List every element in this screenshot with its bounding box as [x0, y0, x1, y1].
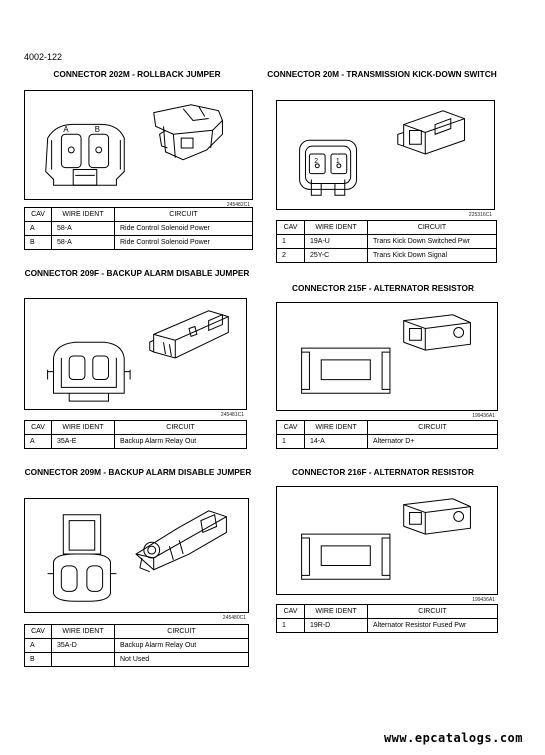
table-row	[277, 435, 498, 449]
cell-wire: 58-A	[52, 236, 115, 250]
connector-209f-title: CONNECTOR 209F - BACKUP ALARM DISABLE JUMPER	[24, 268, 250, 278]
cell-wire: 14-A	[305, 435, 368, 449]
table-header-row	[25, 421, 247, 435]
connector-215f-figure	[276, 302, 498, 419]
col-cav: CAV	[25, 625, 52, 639]
connector-202m-title: CONNECTOR 202M - ROLLBACK JUMPER	[53, 69, 221, 79]
connector-216f-title: CONNECTOR 216F - ALTERNATOR RESISTOR	[292, 467, 474, 477]
connector-202m-table	[24, 207, 253, 250]
connector-209m-table	[24, 624, 249, 667]
cell-circuit: Ride Control Solenoid Power	[115, 236, 253, 250]
cell-cav: B	[25, 236, 52, 250]
table-header-row	[277, 221, 497, 235]
pin-label-b: B	[94, 125, 101, 135]
col-wire-ident: WIRE IDENT	[305, 421, 368, 435]
connector-20m-table	[276, 220, 497, 263]
pin-label-1: 1	[335, 157, 340, 165]
connector-209m-figure	[24, 498, 249, 621]
col-cav: CAV	[277, 221, 305, 235]
figure-id-20m: 225316C1	[468, 212, 492, 218]
pin-label-2: 2	[314, 157, 319, 165]
cell-wire: 19A-U	[305, 235, 368, 249]
cell-wire: 25Y-C	[305, 249, 368, 263]
cell-wire	[52, 653, 115, 667]
connector-20m-figure	[276, 100, 495, 218]
cell-cav: 1	[277, 435, 305, 449]
col-wire-ident: WIRE IDENT	[305, 605, 368, 619]
cell-wire: 19R-D	[305, 619, 368, 633]
cell-circuit: Ride Control Solenoid Power	[115, 222, 253, 236]
table-row	[277, 235, 497, 249]
connector-215f-title: CONNECTOR 215F - ALTERNATOR RESISTOR	[292, 283, 474, 293]
col-wire-ident: WIRE IDENT	[52, 208, 115, 222]
cell-circuit: Backup Alarm Relay Out	[115, 639, 249, 653]
cell-cav: A	[25, 639, 52, 653]
col-circuit: CIRCUIT	[368, 605, 498, 619]
cell-cav: 1	[277, 235, 305, 249]
cell-circuit: Trans Kick Down Signal	[368, 249, 497, 263]
table-header-row	[277, 421, 498, 435]
cell-cav: A	[25, 222, 52, 236]
cell-cav: A	[25, 435, 52, 449]
cell-circuit: Alternator D+	[368, 435, 498, 449]
cell-cav: 2	[277, 249, 305, 263]
table-row	[25, 236, 253, 250]
col-circuit: CIRCUIT	[115, 421, 247, 435]
col-wire-ident: WIRE IDENT	[52, 625, 115, 639]
connector-20m-title: CONNECTOR 20M - TRANSMISSION KICK-DOWN SWITCH	[267, 69, 497, 79]
connector-215f-table	[276, 420, 498, 449]
connector-216f-table	[276, 604, 498, 633]
connector-202m-figure	[24, 90, 253, 208]
col-cav: CAV	[25, 208, 52, 222]
col-cav: CAV	[277, 605, 305, 619]
cell-circuit: Trans Kick Down Switched Pwr	[368, 235, 497, 249]
cell-cav: B	[25, 653, 52, 667]
figure-id-209f: 245481C1	[220, 412, 244, 418]
col-circuit: CIRCUIT	[115, 625, 249, 639]
cell-wire: 58-A	[52, 222, 115, 236]
cell-wire: 35A-D	[52, 639, 115, 653]
cell-cav: 1	[277, 619, 305, 633]
col-circuit: CIRCUIT	[368, 421, 498, 435]
col-wire-ident: WIRE IDENT	[305, 221, 368, 235]
table-row	[25, 222, 253, 236]
cell-circuit: Not Used	[115, 653, 249, 667]
connector-209f-figure	[24, 298, 247, 418]
page-number: 4002-122	[24, 52, 63, 62]
table-header-row	[25, 625, 249, 639]
col-circuit: CIRCUIT	[368, 221, 497, 235]
table-row	[277, 619, 498, 633]
table-row	[25, 639, 249, 653]
table-row	[277, 249, 497, 263]
figure-id-216f: 199436A1	[472, 597, 495, 603]
pin-label-a: A	[63, 125, 69, 135]
col-cav: CAV	[277, 421, 305, 435]
figure-id-202m: 245482C1	[226, 202, 250, 208]
connector-216f-figure	[276, 486, 498, 603]
table-header-row	[277, 605, 498, 619]
col-circuit: CIRCUIT	[115, 208, 253, 222]
footer-watermark: www.epcatalogs.com	[383, 731, 523, 745]
cell-wire: 35A-E	[52, 435, 115, 449]
table-header-row	[25, 208, 253, 222]
table-row	[25, 435, 247, 449]
connector-209f-table	[24, 420, 247, 449]
cell-circuit: Alternator Resistor Fused Pwr	[368, 619, 498, 633]
col-wire-ident: WIRE IDENT	[52, 421, 115, 435]
cell-circuit: Backup Alarm Relay Out	[115, 435, 247, 449]
figure-id-215f: 199436A1	[472, 413, 495, 419]
figure-id-209m: 245480C1	[222, 615, 246, 621]
table-row	[25, 653, 249, 667]
col-cav: CAV	[25, 421, 52, 435]
connector-209m-title: CONNECTOR 209M - BACKUP ALARM DISABLE JUMPER	[24, 467, 252, 477]
